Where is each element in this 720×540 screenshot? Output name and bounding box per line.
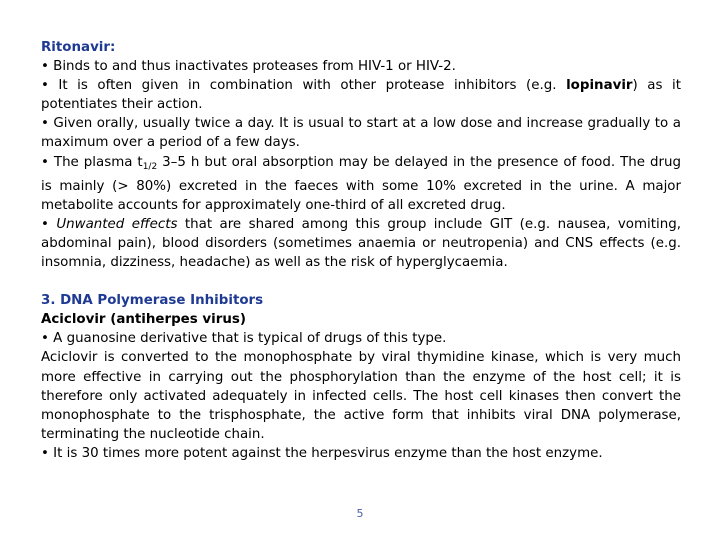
ritonavir-bullet-1: • Binds to and thus inactivates proteases from HIV-1 or HIV-2. bbox=[41, 59, 456, 75]
lopinavir-term: lopinavir bbox=[566, 78, 633, 94]
bullet-2-text-before: • It is often given in combination with other protease inhibitors (e.g. bbox=[41, 78, 567, 94]
unwanted-effects-term: Unwanted effects bbox=[56, 216, 178, 232]
page-number: 5 bbox=[356, 507, 364, 520]
ritonavir-bullet-2 bbox=[41, 76, 681, 114]
ritonavir-bullet-5 bbox=[41, 215, 681, 272]
section-spacer bbox=[41, 272, 681, 291]
bullet-4-text-before: • The plasma t bbox=[41, 154, 143, 170]
half-life-subscript: 1/2 bbox=[142, 161, 158, 172]
dna-polymerase-heading: 3. DNA Polymerase Inhibitors bbox=[41, 293, 264, 309]
bullet-5-text-after: that are shared among this group include GIT (e.g. nausea, vomiting, abdominal pain), blood disorders (sometimes anaemia or neutropenia) and CNS effects (e.g. insomnia, dizziness, headache) as well as the risk of hyperglycaemia. bbox=[41, 216, 681, 271]
ritonavir-bullet-4 bbox=[41, 153, 681, 215]
bullet-4-text-after: 3–5 h but oral absorption may be delayed in the presence of food. The drug is mainly (> 80%) excreted in the faeces with some 10% excreted in the urine. A major metabolite accounts for approximately one-third of all excreted drug. bbox=[41, 154, 681, 213]
aciclovir-subheading: Aciclovir (antiherpes virus) bbox=[41, 312, 246, 328]
bullet-2-text-after: ) as it potentiates their action. bbox=[41, 78, 681, 113]
aciclovir-paragraph: Aciclovir is converted to the monophosphate by viral thymidine kinase, which is very much more effective in carrying out the phosphorylation than the enzyme of the host cell; it is therefore only activated adequately in infected cells. The host cell kinases then convert the monophosphate to the trisphosphate, the active form that inhibits viral DNA polymerase, terminating the nucleotide chain. bbox=[41, 350, 681, 442]
ritonavir-bullet-3: • Given orally, usually twice a day. It is usual to start at a low dose and increase gradually to a maximum over a period of a few days. bbox=[41, 116, 681, 151]
bullet-5-prefix: • bbox=[41, 216, 57, 232]
ritonavir-heading: Ritonavir: bbox=[41, 40, 116, 55]
slide-content bbox=[41, 38, 681, 463]
aciclovir-bullet-2: • It is 30 times more potent against the herpesvirus enzyme than the host enzyme. bbox=[41, 445, 603, 461]
aciclovir-bullet-1: • A guanosine derivative that is typical of drugs of this type. bbox=[41, 331, 447, 347]
